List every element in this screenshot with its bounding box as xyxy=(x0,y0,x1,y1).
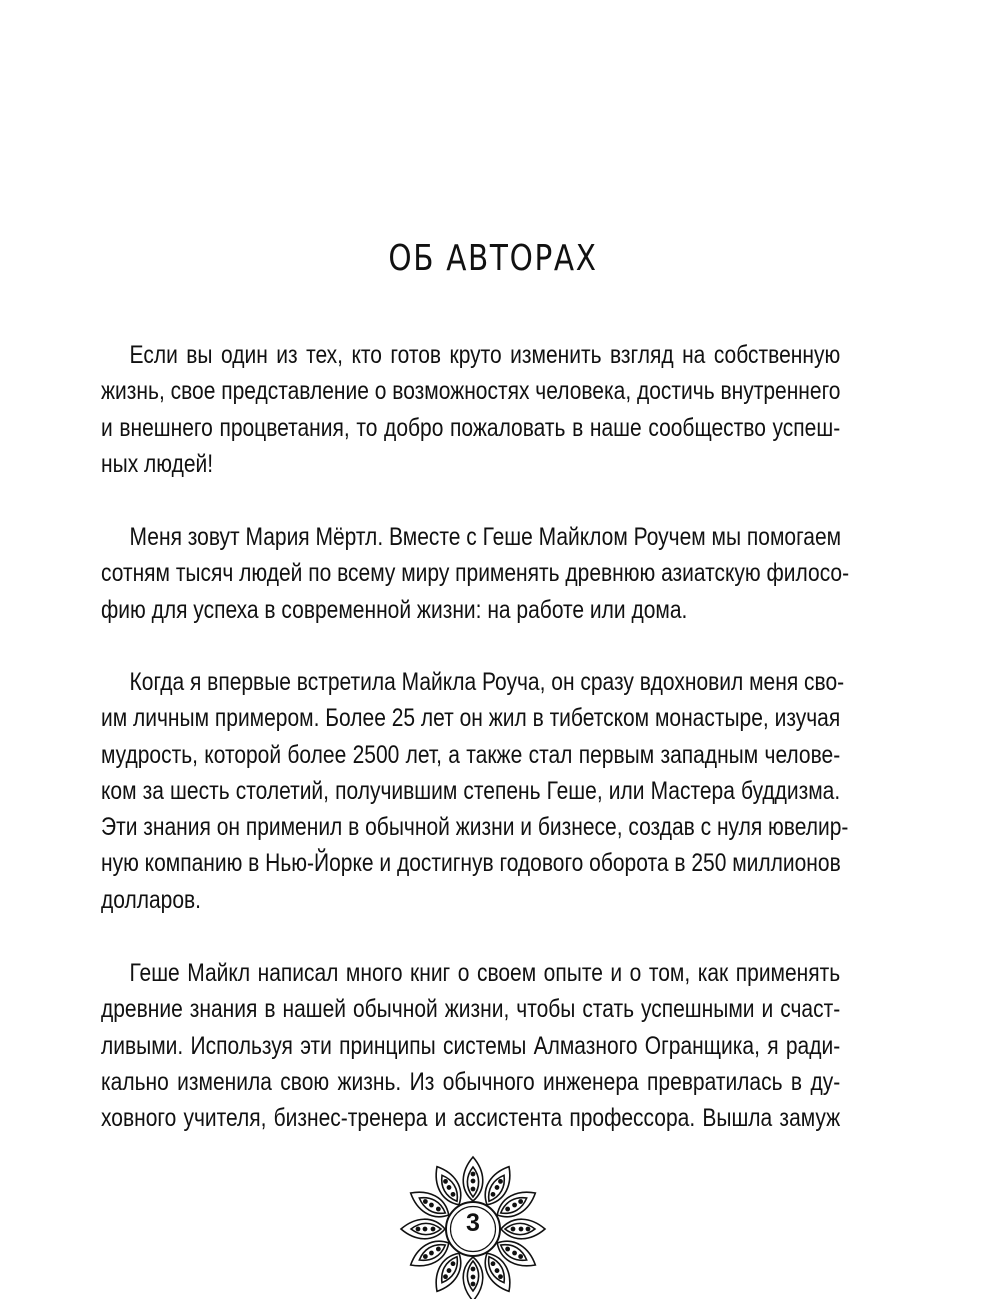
text-line: мудрость, которой более 2500 лет, а также стал первым западным челове- xyxy=(101,740,841,769)
paragraph-4 xyxy=(101,955,840,1136)
text-line: Эти знания он применил в обычной жизни и бизнесе, создав с нуля ювелир- xyxy=(101,813,849,842)
text-line: и внешнего процветания, то добро пожаловать в наше сообщество успеш- xyxy=(101,413,841,442)
paragraph-3 xyxy=(101,664,849,918)
paragraph-2 xyxy=(101,519,850,628)
text-line: ную компанию в Нью-Йорке и достигнув годового оборота в 250 миллионов xyxy=(101,849,841,878)
page-title: ОБ АВТОРАХ xyxy=(388,238,598,279)
text-line: долларов. xyxy=(101,885,202,914)
text-line: древние знания в нашей обычной жизни, чтобы стать успешными и счаст- xyxy=(101,995,841,1024)
text-line: Геше Майкл написал много книг о своем опыте и о том, как применять xyxy=(129,959,841,987)
body-text xyxy=(101,0,850,1299)
text-line: жизнь, свое представление о возможностях человека, достичь внутреннего xyxy=(101,377,841,406)
paragraph-1 xyxy=(101,337,840,482)
text-line: ком за шесть столетий, получившим степень Геше, или Мастера буддизма. xyxy=(101,776,841,805)
text-line: ливыми. Используя эти принципы системы Алмазного Огранщика, я ради- xyxy=(101,1031,841,1060)
text-line: ховного учителя, бизнес-тренера и ассистента профессора. Вышла замуж xyxy=(101,1104,841,1133)
text-line: ных людей! xyxy=(101,449,214,478)
text-line: кально изменила свою жизнь. Из обычного инженера превратилась в ду- xyxy=(101,1067,841,1096)
text-line: Когда я впервые встретила Майкла Роуча, он сразу вдохновил меня сво- xyxy=(129,668,845,696)
text-line: Если вы один из тех, кто готов круто изменить взгляд на собственную xyxy=(129,341,841,369)
text-line: сотням тысяч людей по всему миру применять древнюю азиатскую филосо- xyxy=(101,559,850,588)
text-line: им личным примером. Более 25 лет он жил в тибетском монастыре, изучая xyxy=(101,704,841,733)
text-line: Меня зовут Мария Мёртл. Вместе с Геше Майклом Роучем мы помогаем xyxy=(129,523,842,551)
page-number: 3 xyxy=(466,1209,480,1237)
text-line: фию для успеха в современной жизни: на работе или дома. xyxy=(101,595,688,624)
